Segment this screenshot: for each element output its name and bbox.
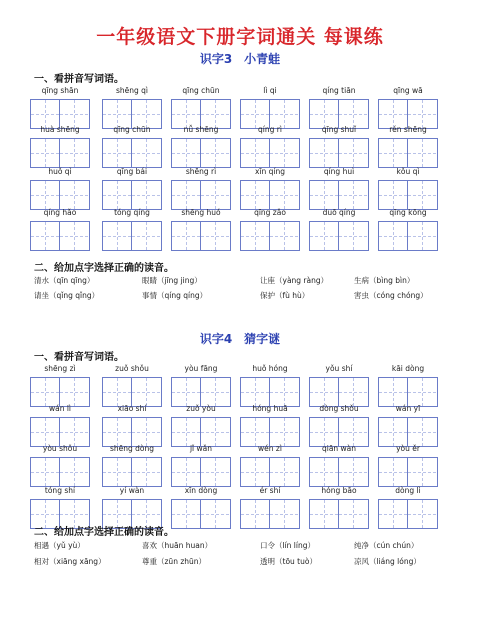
word-item bbox=[240, 86, 300, 129]
writing-cell[interactable] bbox=[378, 457, 408, 487]
writing-boxes bbox=[378, 417, 438, 447]
pinyin-label: huǒ qì bbox=[48, 167, 72, 176]
word-item bbox=[309, 208, 369, 251]
word-item bbox=[171, 208, 231, 251]
pinyin-label: shēng rì bbox=[185, 167, 217, 176]
writing-boxes bbox=[102, 417, 162, 447]
writing-cell[interactable] bbox=[339, 221, 369, 251]
word-item bbox=[171, 167, 231, 210]
writing-cell[interactable] bbox=[339, 457, 369, 487]
writing-cell[interactable] bbox=[102, 417, 132, 447]
writing-cell[interactable] bbox=[132, 180, 162, 210]
writing-cell[interactable] bbox=[270, 499, 300, 529]
word-item bbox=[309, 167, 369, 210]
writing-boxes bbox=[309, 180, 369, 210]
word-item bbox=[240, 444, 300, 487]
writing-cell[interactable] bbox=[270, 221, 300, 251]
writing-cell[interactable] bbox=[378, 138, 408, 168]
writing-cell[interactable] bbox=[339, 417, 369, 447]
pinyin-label: xiāo shí bbox=[117, 404, 147, 413]
pronunciation-item[interactable]: 生病（bìng bìn） bbox=[354, 276, 415, 285]
word-item bbox=[102, 208, 162, 251]
writing-cell[interactable] bbox=[270, 457, 300, 487]
pinyin-label: xīn dòng bbox=[184, 486, 218, 495]
pinyin-label: wán lì bbox=[48, 404, 72, 413]
word-item bbox=[102, 125, 162, 168]
pinyin-label: huà shēng bbox=[40, 125, 80, 134]
writing-cell[interactable] bbox=[270, 417, 300, 447]
lesson-title: 识字3 小青蛙 bbox=[199, 52, 281, 66]
word-item bbox=[171, 364, 231, 407]
lesson-title: 识字4 猜字谜 bbox=[199, 332, 281, 346]
word-item bbox=[378, 486, 438, 529]
word-item bbox=[309, 444, 369, 487]
pinyin-label: tóng shí bbox=[44, 486, 76, 495]
writing-cell[interactable] bbox=[339, 180, 369, 210]
pinyin-label: qīng wā bbox=[393, 86, 423, 95]
writing-cell[interactable] bbox=[270, 377, 300, 407]
pronunciation-item[interactable]: 事情（qíng qíng） bbox=[142, 291, 208, 300]
pinyin-label: huǒ hóng bbox=[252, 364, 288, 373]
writing-boxes bbox=[378, 499, 438, 529]
pronunciation-item[interactable]: 纯净（cún chún） bbox=[354, 541, 419, 550]
word-item bbox=[378, 125, 438, 168]
writing-boxes bbox=[378, 377, 438, 407]
writing-boxes bbox=[240, 221, 300, 251]
writing-boxes bbox=[240, 180, 300, 210]
writing-cell[interactable] bbox=[30, 138, 60, 168]
writing-boxes bbox=[309, 221, 369, 251]
writing-cell[interactable] bbox=[270, 180, 300, 210]
writing-cell[interactable] bbox=[339, 138, 369, 168]
pronunciation-item[interactable]: 口令（lín líng） bbox=[260, 541, 315, 550]
writing-boxes bbox=[378, 457, 438, 487]
writing-cell[interactable] bbox=[408, 417, 438, 447]
writing-cell[interactable] bbox=[408, 377, 438, 407]
writing-cell[interactable] bbox=[240, 377, 270, 407]
writing-boxes bbox=[171, 221, 231, 251]
writing-cell[interactable] bbox=[102, 377, 132, 407]
writing-cell[interactable] bbox=[309, 417, 339, 447]
writing-cell[interactable] bbox=[240, 417, 270, 447]
pronunciation-row bbox=[34, 290, 454, 302]
writing-cell[interactable] bbox=[171, 221, 201, 251]
word-item bbox=[102, 404, 162, 447]
pinyin-label: qíng huì bbox=[323, 167, 355, 176]
writing-cell[interactable] bbox=[339, 499, 369, 529]
writing-cell[interactable] bbox=[378, 221, 408, 251]
pronunciation-item[interactable]: 眼睛（jīng jing） bbox=[142, 276, 202, 285]
writing-cell[interactable] bbox=[240, 221, 270, 251]
writing-boxes bbox=[309, 457, 369, 487]
writing-boxes bbox=[30, 221, 90, 251]
pronunciation-row bbox=[34, 275, 454, 287]
pinyin-label: xīn qíng bbox=[254, 167, 286, 176]
word-item bbox=[309, 86, 369, 129]
writing-cell[interactable] bbox=[201, 377, 231, 407]
writing-boxes bbox=[30, 138, 90, 168]
writing-cell[interactable] bbox=[408, 180, 438, 210]
writing-cell[interactable] bbox=[171, 457, 201, 487]
writing-cell[interactable] bbox=[309, 499, 339, 529]
writing-boxes bbox=[171, 138, 231, 168]
writing-cell[interactable] bbox=[378, 377, 408, 407]
pinyin-label: rén shēng bbox=[389, 125, 427, 134]
writing-cell[interactable] bbox=[240, 499, 270, 529]
pinyin-label: yòu shǒu bbox=[42, 444, 78, 453]
writing-cell[interactable] bbox=[132, 417, 162, 447]
pinyin-label: qīng bái bbox=[116, 167, 148, 176]
writing-cell[interactable] bbox=[60, 417, 90, 447]
writing-cell[interactable] bbox=[201, 221, 231, 251]
pinyin-label: qīng kōng bbox=[389, 208, 427, 217]
pinyin-label: qīng shuǐ bbox=[321, 125, 357, 134]
writing-boxes bbox=[102, 377, 162, 407]
writing-cell[interactable] bbox=[309, 180, 339, 210]
word-item bbox=[378, 167, 438, 210]
word-item bbox=[30, 364, 90, 407]
writing-cell[interactable] bbox=[132, 221, 162, 251]
writing-cell[interactable] bbox=[60, 138, 90, 168]
word-item bbox=[30, 444, 90, 487]
writing-cell[interactable] bbox=[201, 180, 231, 210]
pinyin-label: qīng zǎo bbox=[254, 208, 286, 217]
writing-boxes bbox=[309, 417, 369, 447]
pinyin-label: shēng zì bbox=[44, 364, 76, 373]
writing-cell[interactable] bbox=[408, 499, 438, 529]
writing-cell[interactable] bbox=[240, 457, 270, 487]
writing-cell[interactable] bbox=[102, 221, 132, 251]
writing-boxes bbox=[102, 138, 162, 168]
writing-boxes bbox=[309, 499, 369, 529]
pinyin-label: ér shí bbox=[259, 486, 281, 495]
pinyin-label: qīng chūn bbox=[113, 125, 151, 134]
pronunciation-row bbox=[34, 540, 454, 552]
word-item bbox=[171, 86, 231, 129]
writing-cell[interactable] bbox=[201, 457, 231, 487]
word-item bbox=[309, 486, 369, 529]
pinyin-label: jǐ wǎn bbox=[189, 444, 213, 453]
word-item bbox=[378, 444, 438, 487]
section-heading: 二、给加点字选择正确的读音。 bbox=[34, 527, 174, 538]
writing-boxes bbox=[171, 377, 231, 407]
pinyin-label: hóng huā bbox=[252, 404, 288, 413]
writing-boxes bbox=[240, 377, 300, 407]
pronunciation-row bbox=[34, 556, 454, 568]
writing-cell[interactable] bbox=[60, 180, 90, 210]
writing-cell[interactable] bbox=[378, 180, 408, 210]
pronunciation-item[interactable]: 保护（fù hù） bbox=[260, 291, 310, 300]
word-item bbox=[240, 364, 300, 407]
writing-cell[interactable] bbox=[171, 417, 201, 447]
word-item bbox=[240, 167, 300, 210]
writing-cell[interactable] bbox=[30, 417, 60, 447]
writing-cell[interactable] bbox=[132, 457, 162, 487]
word-item bbox=[378, 208, 438, 251]
writing-cell[interactable] bbox=[102, 180, 132, 210]
writing-cell[interactable] bbox=[171, 138, 201, 168]
writing-cell[interactable] bbox=[132, 377, 162, 407]
writing-cell[interactable] bbox=[30, 457, 60, 487]
writing-cell[interactable] bbox=[309, 221, 339, 251]
pronunciation-item[interactable]: 凉风（liáng lóng） bbox=[354, 557, 421, 566]
section-heading: 一、看拼音写词语。 bbox=[34, 352, 124, 363]
writing-cell[interactable] bbox=[378, 499, 408, 529]
writing-cell[interactable] bbox=[132, 138, 162, 168]
writing-boxes bbox=[102, 457, 162, 487]
writing-boxes bbox=[378, 138, 438, 168]
word-item bbox=[378, 404, 438, 447]
pinyin-label: shēng qì bbox=[115, 86, 149, 95]
writing-cell[interactable] bbox=[30, 377, 60, 407]
writing-cell[interactable] bbox=[240, 138, 270, 168]
pinyin-label: qíng tiān bbox=[322, 86, 356, 95]
pronunciation-item[interactable]: 透明（tōu tuò） bbox=[260, 557, 317, 566]
writing-cell[interactable] bbox=[201, 417, 231, 447]
writing-cell[interactable] bbox=[171, 377, 201, 407]
writing-cell[interactable] bbox=[30, 221, 60, 251]
pinyin-label: yòu fāng bbox=[184, 364, 218, 373]
pinyin-label: tóng qíng bbox=[114, 208, 150, 217]
writing-boxes bbox=[30, 457, 90, 487]
pinyin-label: nǚ shēng bbox=[183, 125, 219, 134]
pinyin-label: dòng shǒu bbox=[319, 404, 359, 413]
writing-cell[interactable] bbox=[102, 138, 132, 168]
writing-cell[interactable] bbox=[408, 457, 438, 487]
writing-boxes bbox=[240, 457, 300, 487]
writing-boxes bbox=[309, 377, 369, 407]
word-item bbox=[240, 208, 300, 251]
word-item bbox=[309, 404, 369, 447]
pronunciation-item[interactable]: 相遇（yǔ yù） bbox=[34, 541, 85, 550]
word-item bbox=[171, 125, 231, 168]
writing-boxes bbox=[171, 180, 231, 210]
word-item bbox=[309, 364, 369, 407]
page-title: 一年级语文下册字词通关 每课练 bbox=[96, 26, 384, 48]
pinyin-label: yǒu shí bbox=[325, 364, 353, 373]
writing-cell[interactable] bbox=[171, 180, 201, 210]
section-heading: 二、给加点字选择正确的读音。 bbox=[34, 263, 174, 274]
pronunciation-item[interactable]: 喜欢（huān huan） bbox=[142, 541, 213, 550]
word-item bbox=[30, 125, 90, 168]
pinyin-label: kǒu qì bbox=[396, 167, 420, 176]
writing-cell[interactable] bbox=[30, 180, 60, 210]
pinyin-label: shēng huó bbox=[181, 208, 221, 217]
pinyin-label: kāi dòng bbox=[391, 364, 425, 373]
pinyin-label: yòu ěr bbox=[396, 444, 420, 453]
pinyin-label: yí wàn bbox=[119, 486, 145, 495]
pinyin-label: duō qíng bbox=[322, 208, 356, 217]
writing-boxes bbox=[171, 417, 231, 447]
word-item bbox=[240, 404, 300, 447]
pinyin-label: wán yī bbox=[395, 404, 421, 413]
writing-cell[interactable] bbox=[408, 221, 438, 251]
writing-cell[interactable] bbox=[60, 377, 90, 407]
writing-cell[interactable] bbox=[378, 417, 408, 447]
section-heading: 一、看拼音写词语。 bbox=[34, 74, 124, 85]
pinyin-label: hóng bāo bbox=[321, 486, 357, 495]
pronunciation-item[interactable]: 害虫（cóng chóng） bbox=[354, 291, 428, 300]
word-item bbox=[102, 364, 162, 407]
word-item bbox=[309, 125, 369, 168]
word-item bbox=[240, 486, 300, 529]
writing-cell[interactable] bbox=[60, 457, 90, 487]
writing-cell[interactable] bbox=[309, 377, 339, 407]
pronunciation-item[interactable]: 让座（yàng ràng） bbox=[260, 276, 329, 285]
word-item bbox=[171, 444, 231, 487]
pinyin-label: dòng lì bbox=[395, 486, 421, 495]
pinyin-label: zuǒ shǒu bbox=[115, 364, 149, 373]
pinyin-label: wén zì bbox=[258, 444, 282, 453]
word-item bbox=[171, 404, 231, 447]
writing-boxes bbox=[30, 377, 90, 407]
writing-cell[interactable] bbox=[60, 221, 90, 251]
pronunciation-item[interactable]: 尊重（zūn zhūn） bbox=[142, 557, 207, 566]
pinyin-label: qíng rì bbox=[258, 125, 282, 134]
writing-boxes bbox=[378, 180, 438, 210]
pinyin-label: shēng dòng bbox=[109, 444, 155, 453]
writing-cell[interactable] bbox=[171, 499, 201, 529]
writing-boxes bbox=[240, 499, 300, 529]
writing-cell[interactable] bbox=[309, 457, 339, 487]
writing-boxes bbox=[30, 417, 90, 447]
writing-boxes bbox=[240, 138, 300, 168]
word-item bbox=[378, 364, 438, 407]
writing-cell[interactable] bbox=[102, 457, 132, 487]
writing-cell[interactable] bbox=[201, 138, 231, 168]
word-item bbox=[30, 208, 90, 251]
pinyin-label: qiān wàn bbox=[321, 444, 357, 453]
word-item bbox=[30, 86, 90, 129]
writing-boxes bbox=[171, 457, 231, 487]
word-item bbox=[102, 167, 162, 210]
writing-boxes bbox=[102, 180, 162, 210]
word-item bbox=[378, 86, 438, 129]
pronunciation-item[interactable]: 请坐（qǐng qǐng） bbox=[34, 291, 100, 300]
writing-cell[interactable] bbox=[270, 138, 300, 168]
writing-boxes bbox=[171, 499, 231, 529]
writing-boxes bbox=[378, 221, 438, 251]
pinyin-label: lì qi bbox=[263, 86, 277, 95]
writing-cell[interactable] bbox=[408, 138, 438, 168]
word-item bbox=[102, 444, 162, 487]
word-item bbox=[30, 404, 90, 447]
writing-boxes bbox=[240, 417, 300, 447]
pinyin-label: qīng shān bbox=[41, 86, 79, 95]
pronunciation-item[interactable]: 清水（qīn qīng） bbox=[34, 276, 95, 285]
pinyin-label: zuǒ yòu bbox=[186, 404, 216, 413]
word-item bbox=[240, 125, 300, 168]
pinyin-label: qīng chūn bbox=[182, 86, 220, 95]
writing-boxes bbox=[102, 221, 162, 251]
writing-boxes bbox=[309, 138, 369, 168]
writing-boxes bbox=[30, 180, 90, 210]
pronunciation-item[interactable]: 相对（xiāng xāng） bbox=[34, 557, 106, 566]
pinyin-label: qíng hǎo bbox=[43, 208, 77, 217]
writing-cell[interactable] bbox=[309, 138, 339, 168]
writing-cell[interactable] bbox=[201, 499, 231, 529]
writing-cell[interactable] bbox=[339, 377, 369, 407]
writing-cell[interactable] bbox=[240, 180, 270, 210]
word-item bbox=[30, 167, 90, 210]
word-item bbox=[102, 86, 162, 129]
word-item bbox=[171, 486, 231, 529]
